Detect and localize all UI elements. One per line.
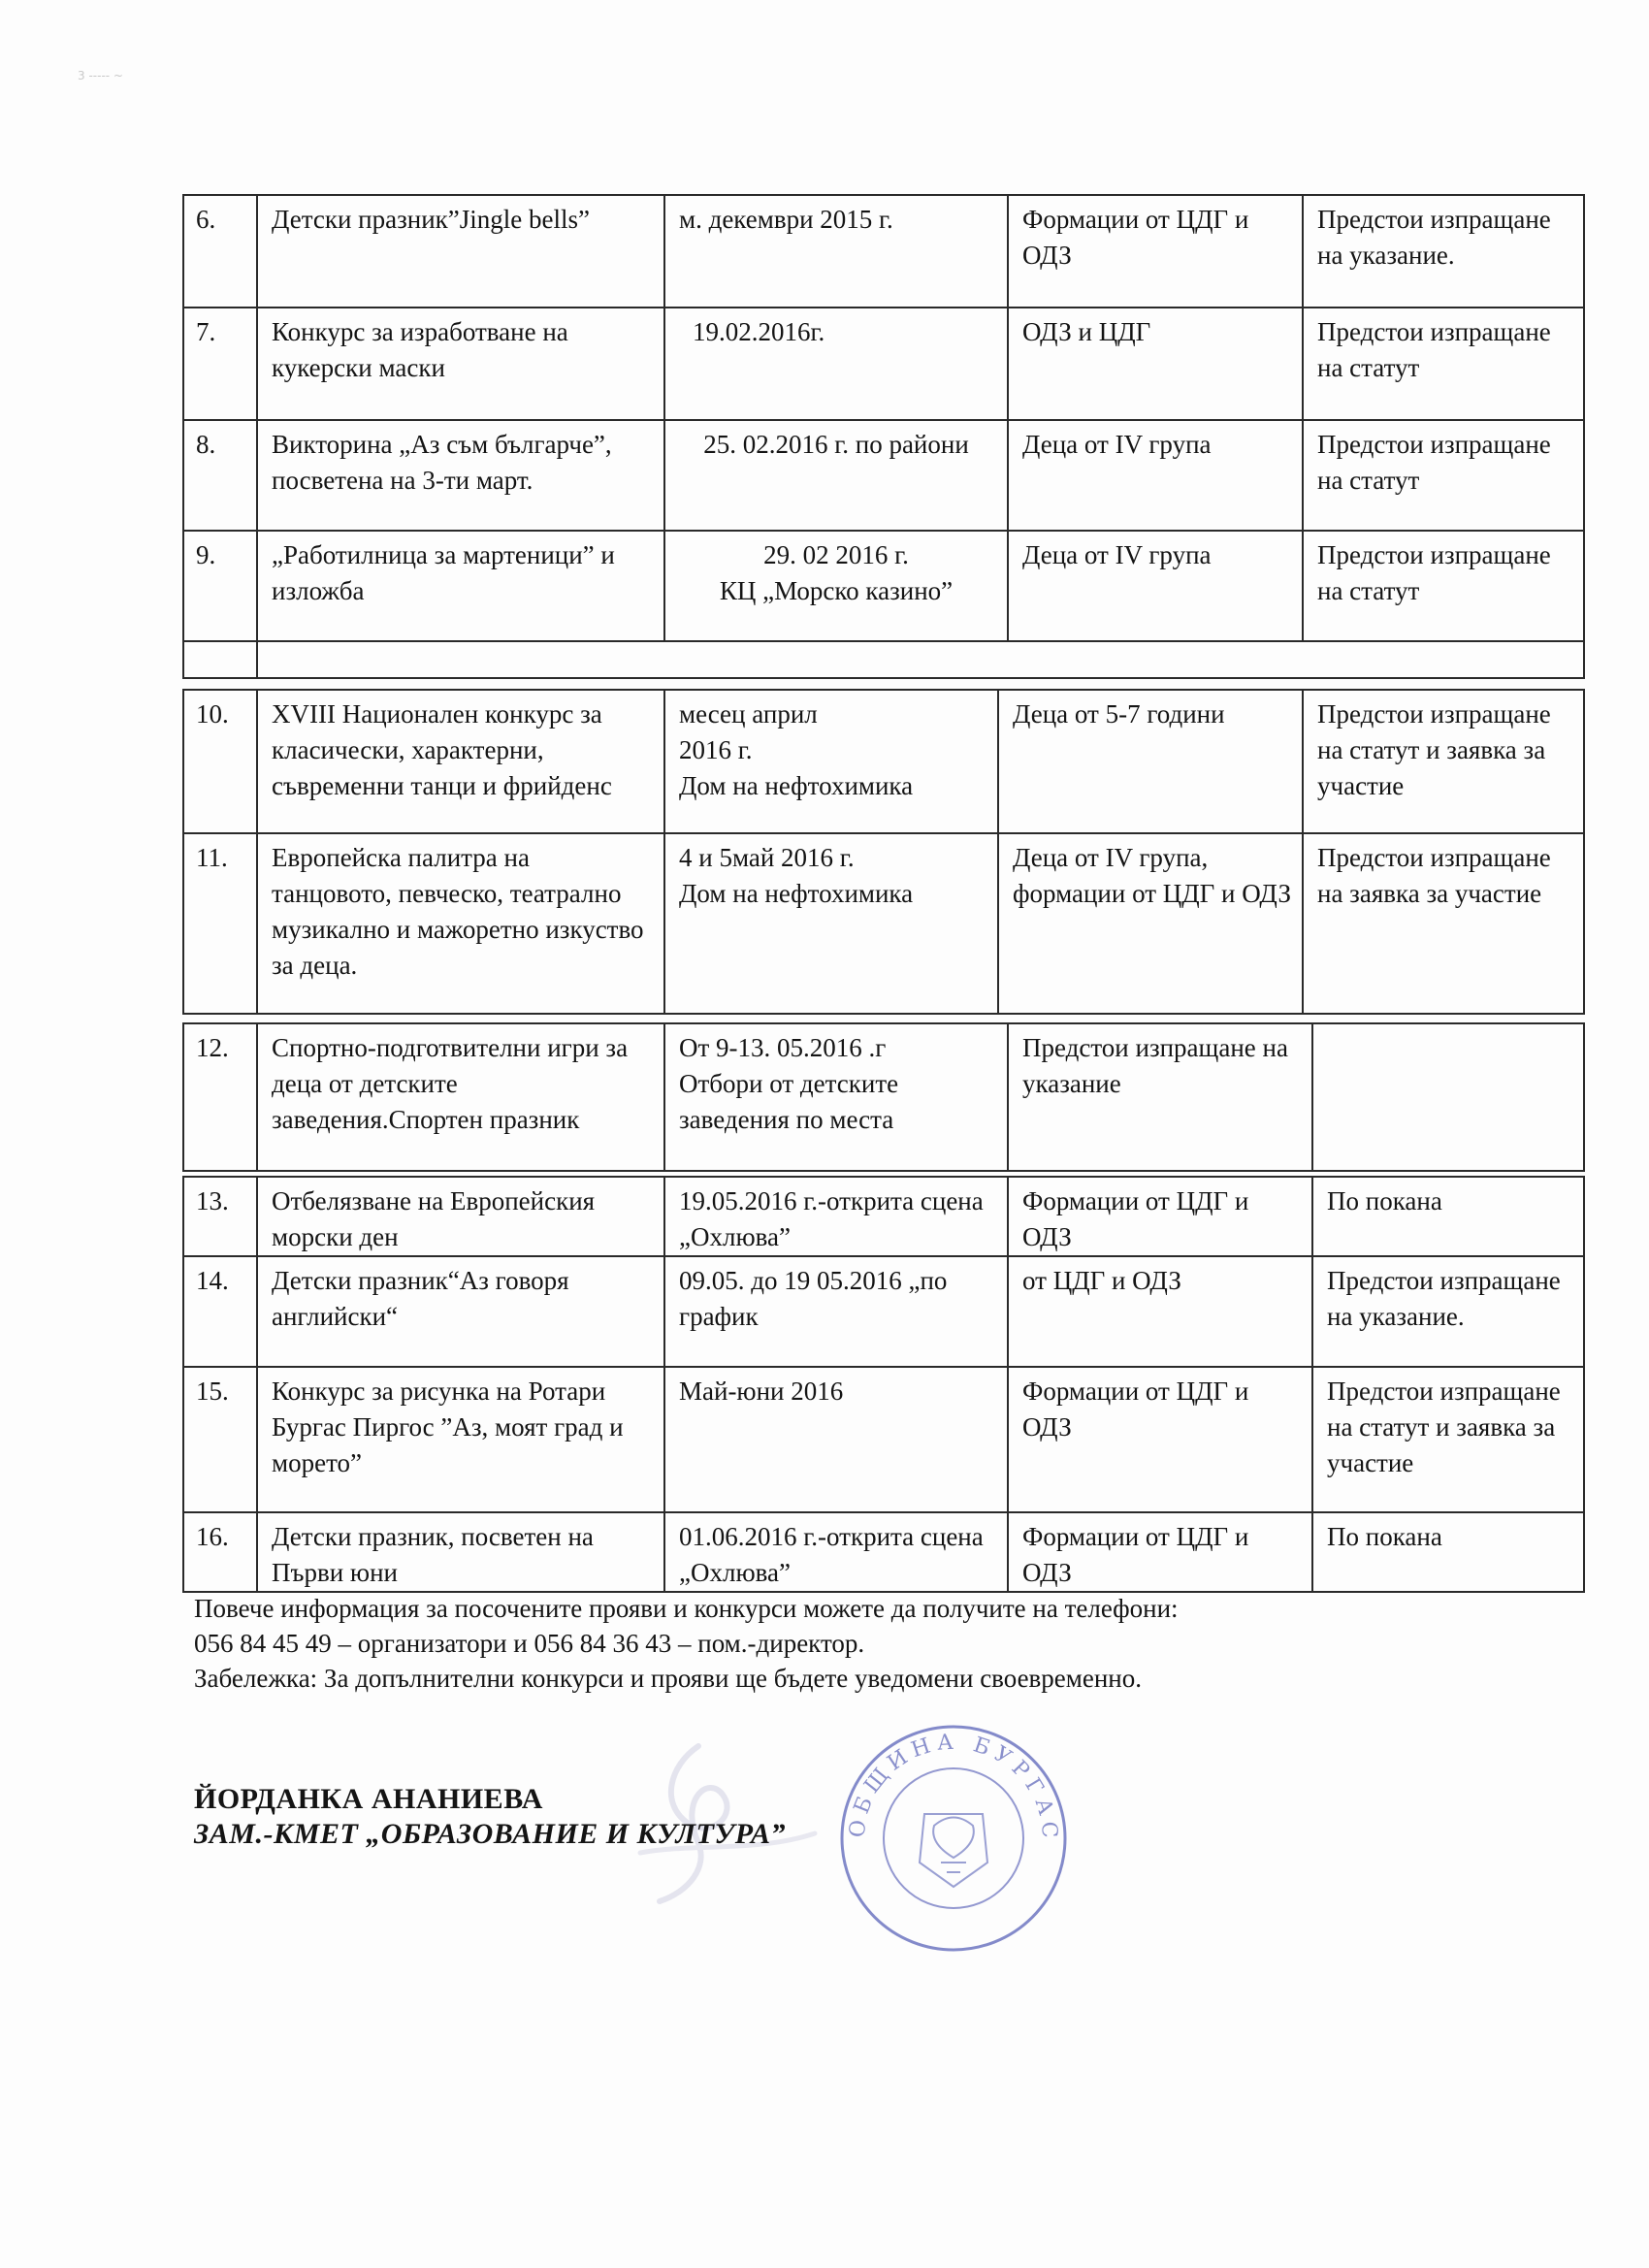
status-cell: Предстои изпращане на заявка за участие <box>1303 833 1584 1014</box>
row-number: 14. <box>183 1256 257 1367</box>
event-cell: Детски празник, посветен на Първи юни <box>257 1512 664 1592</box>
row-number: 15. <box>183 1367 257 1512</box>
row-number: 13. <box>183 1177 257 1256</box>
contact-info-line: Повече информация за посочените прояви и конкурси можете да получите на телефони: <box>194 1594 1179 1623</box>
svg-text:ОБЩИНА БУРГАС: ОБЩИНА БУРГАС <box>845 1730 1062 1845</box>
phone-numbers-line: 056 84 45 49 – организатори и 056 84 36 43 – пом.-директор. <box>194 1629 865 1658</box>
signature-block <box>194 1782 786 1852</box>
row-number: 7. <box>183 308 257 420</box>
schedule-table-block <box>182 689 1585 1015</box>
table-row <box>183 1512 1584 1592</box>
table-row <box>183 420 1584 531</box>
status-cell: Предстои изпращане на статут <box>1303 420 1584 531</box>
table-row <box>183 1367 1584 1512</box>
table-row <box>183 1177 1584 1256</box>
date-cell: 29. 02 2016 г. КЦ „Морско казино” <box>664 531 1008 641</box>
status-cell: По покана <box>1312 1512 1584 1592</box>
status-cell: Предстои изпращане на указание. <box>1312 1256 1584 1367</box>
row-number: 11. <box>183 833 257 1014</box>
participants-cell: Формации от ЦДГ и ОДЗ <box>1008 1177 1312 1256</box>
note-line: Забележка: За допълнителни конкурси и прояви ще бъдете уведомени своевременно. <box>194 1664 1143 1693</box>
event-cell: Детски празник“Аз говоря английски“ <box>257 1256 664 1367</box>
status-cell: Предстои изпращане на статут <box>1303 531 1584 641</box>
status-cell: По покана <box>1312 1177 1584 1256</box>
official-stamp <box>832 1717 1075 1960</box>
status-cell: Предстои изпращане на статут <box>1303 308 1584 420</box>
participants-cell: ОДЗ и ЦДГ <box>1008 308 1303 420</box>
participants-cell: Деца от IV група <box>1008 531 1303 641</box>
event-cell: Конкурс за изработване на кукерски маски <box>257 308 664 420</box>
signatory-name: ЙОРДАНКА АНАНИЕВА <box>194 1783 543 1815</box>
table-row <box>183 833 1584 1014</box>
date-cell: 4 и 5май 2016 г. Дом на нефтохимика <box>664 833 998 1014</box>
event-cell: Викторина „Аз съм българче”, посветена на 3-ти март. <box>257 420 664 531</box>
participants-cell: Деца от 5-7 години <box>998 690 1303 833</box>
row-number: 16. <box>183 1512 257 1592</box>
participants-cell: от ЦДГ и ОДЗ <box>1008 1256 1312 1367</box>
status-cell: Предстои изпращане на статут и заявка за участие <box>1303 690 1584 833</box>
table-row-empty <box>183 641 1584 678</box>
scan-mark <box>76 68 182 83</box>
schedule-table-block <box>182 194 1585 679</box>
status-cell: Предстои изпращане на указание. <box>1303 195 1584 308</box>
date-cell: Май-юни 2016 <box>664 1367 1008 1512</box>
row-number: 8. <box>183 420 257 531</box>
contact-footer <box>194 1591 1591 1696</box>
table-row <box>183 531 1584 641</box>
date-cell: 01.06.2016 г.-открита сцена „Охлюва” <box>664 1512 1008 1592</box>
table-row <box>183 690 1584 833</box>
svg-text:3 ----- ~: 3 ----- ~ <box>78 69 123 82</box>
event-cell: Спортно-подготвителни игри за деца от детските заведения.Спортен празник <box>257 1023 664 1171</box>
participants-cell: Формации от ЦДГ и ОДЗ <box>1008 1367 1312 1512</box>
status-cell <box>1312 1023 1584 1171</box>
date-cell: 19.02.2016г. <box>664 308 1008 420</box>
participants-cell: Предстои изпращане на указание <box>1008 1023 1312 1171</box>
date-cell: 25. 02.2016 г. по райони <box>664 420 1008 531</box>
event-cell: Детски празник”Jingle bells” <box>257 195 664 308</box>
event-cell: XVIII Национален конкурс за класически, характерни, съвременни танци и фрийденс <box>257 690 664 833</box>
date-cell: 09.05. до 19 05.2016 „по график <box>664 1256 1008 1367</box>
empty-cell <box>183 641 257 678</box>
row-number: 12. <box>183 1023 257 1171</box>
event-cell: Конкурс за рисунка на Ротари Бургас Пиргос ”Аз, моят град и морето” <box>257 1367 664 1512</box>
table-row <box>183 195 1584 308</box>
table-row <box>183 1256 1584 1367</box>
date-cell: м. декември 2015 г. <box>664 195 1008 308</box>
row-number: 10. <box>183 690 257 833</box>
participants-cell: Формации от ЦДГ и ОДЗ <box>1008 1512 1312 1592</box>
row-number: 6. <box>183 195 257 308</box>
empty-cell <box>257 641 1584 678</box>
row-number: 9. <box>183 531 257 641</box>
participants-cell: Деца от IV група <box>1008 420 1303 531</box>
signatory-title: ЗАМ.-КМЕТ „ОБРАЗОВАНИЕ И КУЛТУРА” <box>194 1818 786 1850</box>
participants-cell: Деца от IV група, формации от ЦДГ и ОДЗ <box>998 833 1303 1014</box>
date-cell: месец април 2016 г. Дом на нефтохимика <box>664 690 998 833</box>
schedule-table-block <box>182 1022 1585 1172</box>
event-cell: Европейска палитра на танцовото, певческо, театрално музикално и мажоретно изкуство за деца. <box>257 833 664 1014</box>
event-cell: Отбелязване на Европейския морски ден <box>257 1177 664 1256</box>
date-cell: От 9-13. 05.2016 .г Отбори от детските заведения по места <box>664 1023 1008 1171</box>
participants-cell: Формации от ЦДГ и ОДЗ <box>1008 195 1303 308</box>
event-cell: „Работилница за мартеници” и изложба <box>257 531 664 641</box>
table-row <box>183 1023 1584 1171</box>
schedule-table-block <box>182 1176 1585 1593</box>
table-row <box>183 308 1584 420</box>
status-cell: Предстои изпращане на статут и заявка за участие <box>1312 1367 1584 1512</box>
date-cell: 19.05.2016 г.-открита сцена „Охлюва” <box>664 1177 1008 1256</box>
